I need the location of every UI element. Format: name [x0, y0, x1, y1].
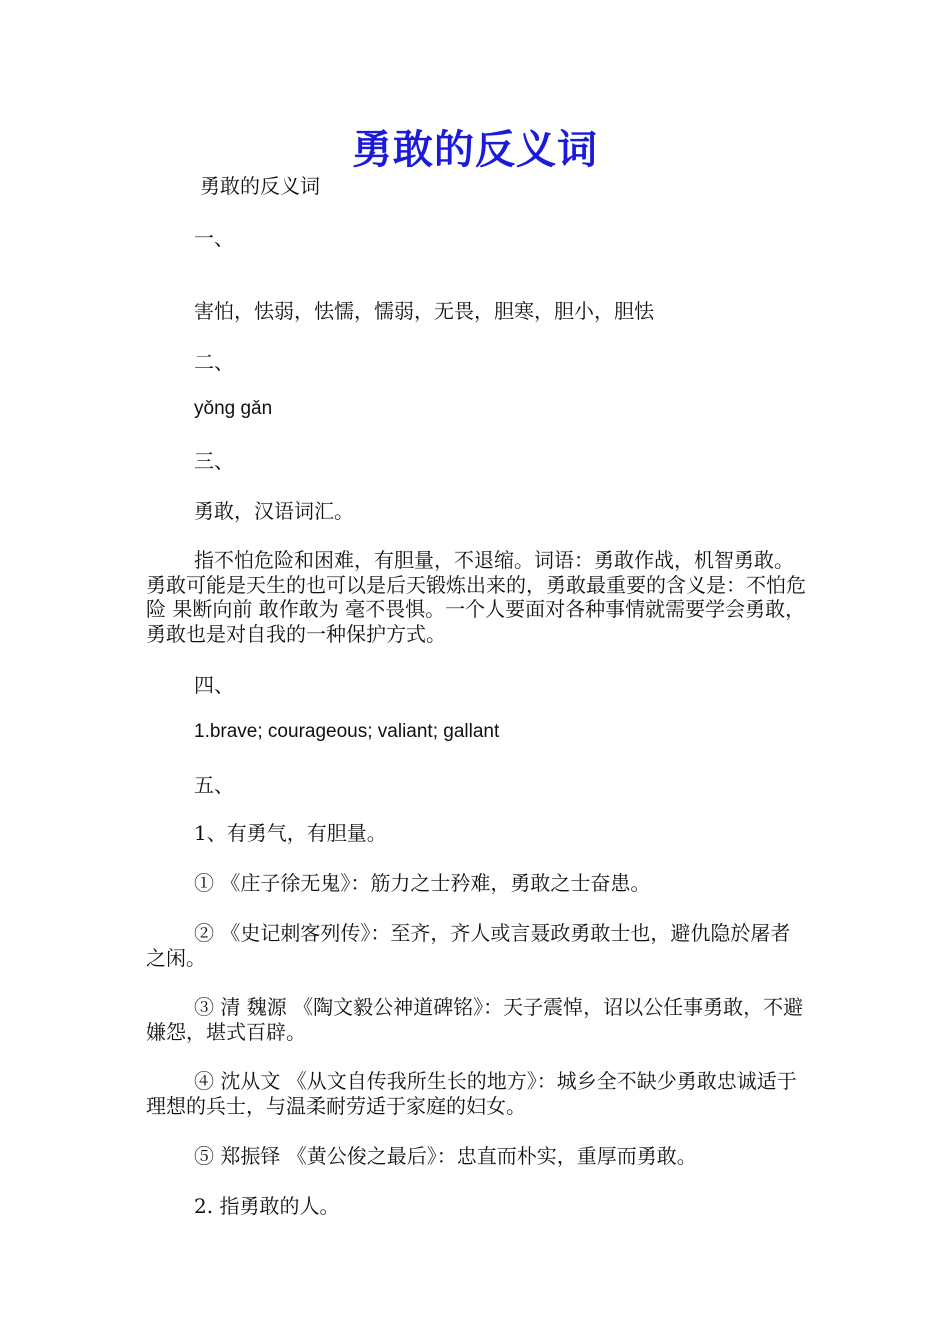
definition-paragraph: 指不怕危险和困难，有胆量，不退缩。词语：勇敢作战，机智勇敢。勇敢可能是天生的也可以是后天锻炼出来的，勇敢最重要的含义是：不怕危险 果断向前 敢作敢为 毫不畏惧。一个人要面对各种事情就需要学会勇敢，勇敢也是对自我的一种保护方式。	[146, 548, 806, 646]
meaning-item-2: 2. 指勇敢的人。	[194, 1194, 340, 1218]
quote-item: ⑤ 郑振铎 《黄公俊之最后》：忠直而朴实，重厚而勇敢。	[194, 1144, 697, 1168]
meaning-item-1: 1、有勇气，有胆量。	[194, 821, 387, 845]
quote-item: ① 《庄子徐无鬼》：筋力之士矜难，勇敢之士奋患。	[194, 871, 651, 895]
section-3-heading: 三、	[194, 449, 234, 473]
definition-intro: 勇敢，汉语词汇。	[194, 499, 354, 523]
section-2-heading: 二、	[194, 350, 234, 374]
page-title: 勇敢的反义词	[352, 127, 598, 173]
quote-item: ③ 清 魏源 《陶文毅公神道碑铭》：天子震悼，诏以公任事勇敢，不避嫌怨，堪式百辟。	[146, 995, 804, 1044]
quote-item: ④ 沈从文 《从文自传我所生长的地方》：城乡全不缺少勇敢忠诚适于理想的兵士，与温柔耐劳适于家庭的妇女。	[146, 1069, 797, 1118]
quote-item: ② 《史记刺客列传》：至齐，齐人或言聂政勇敢士也，避仇隐於屠者之闲。	[146, 921, 791, 970]
antonym-list: 害怕，怯弱，怯懦，懦弱，无畏，胆寒，胆小，胆怯	[194, 299, 654, 323]
english-translation: 1.brave; courageous; valiant; gallant	[194, 721, 500, 742]
pinyin-text: yǒng gǎn	[194, 398, 273, 419]
subtitle: 勇敢的反义词	[200, 174, 320, 198]
section-1-heading: 一、	[194, 226, 234, 250]
section-5-heading: 五、	[194, 773, 234, 797]
section-4-heading: 四、	[194, 673, 234, 697]
